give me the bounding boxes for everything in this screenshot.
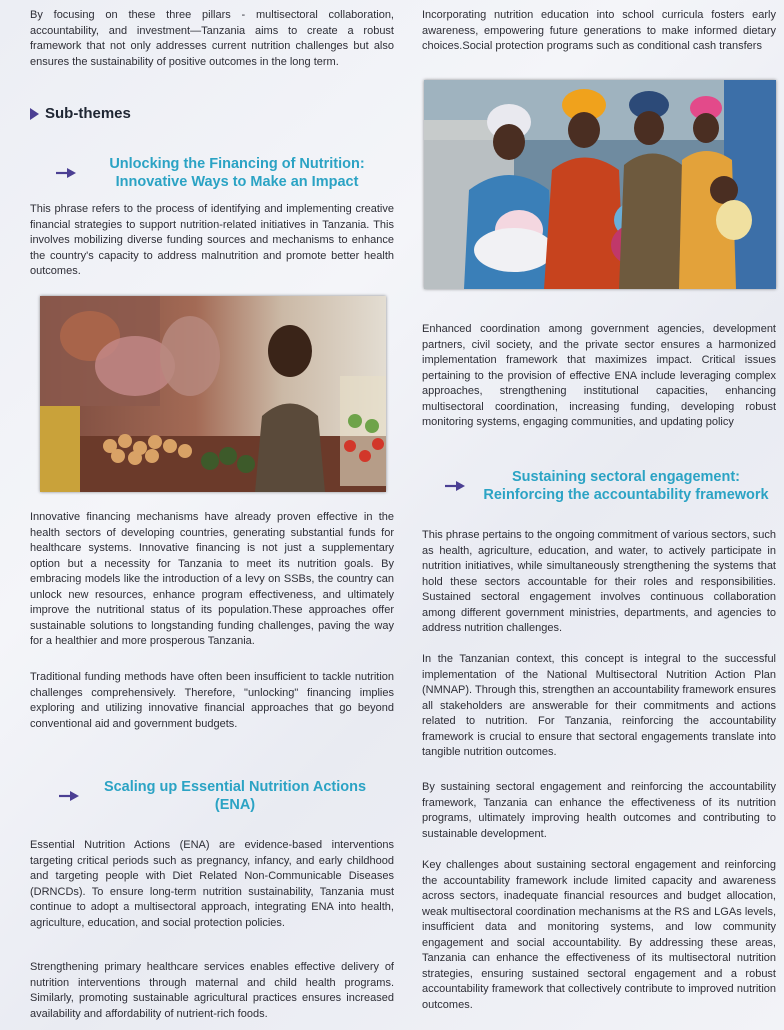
arrow-right-icon bbox=[444, 479, 466, 493]
intro-paragraph: By focusing on these three pillars - multisectoral collaboration, accountability, and investment—Tanzania aims to create a robust framework that not only addresses current nutrition challenges but also ensures the sustainability of positive outcomes in the long term. bbox=[30, 9, 394, 68]
right-paragraph-2: Enhanced coordination among government agencies, development partners, civil society, and the private sector ensures a harmonized implementation framework that maximizes impact. Critical issues pertaining to the provision of effective ENA include leveraging complex approaches, strengthening institutional capacities, enhancing multisectoral coordination, increasing funding, developing robust monitoring systems, engaging communities, and updating policy bbox=[422, 323, 776, 428]
financing-heading-line2: Innovative Ways to Make an Impact bbox=[115, 174, 359, 190]
triangle-bullet-icon bbox=[30, 108, 39, 120]
arrow-right-icon bbox=[55, 166, 77, 180]
right-paragraph-5: By sustaining sectoral engagement and reinforcing the accountability framework, Tanzania can enhance the effectiveness of its nutrition programs, ultimately improving health outcomes and contributing to sustainable development. bbox=[422, 781, 776, 840]
ena-paragraph-2: Strengthening primary healthcare services enables effective delivery of nutrition interventions through maternal and child health programs. Similarly, promoting sustainable agricultural practices ensures increased availability and affordability of nutrient-rich foods. bbox=[30, 961, 394, 1020]
financing-heading-line1: Unlocking the Financing of Nutrition: bbox=[109, 156, 365, 172]
financing-paragraph-1: This phrase refers to the process of identifying and implementing creative financial strategies to support nutrition-related initiatives in Tanzania. This involves mobilizing diverse funding sources and mechanisms to enhance the country's capacity to address malnutrition and promote better health outcomes. bbox=[30, 203, 394, 277]
sectoral-heading bbox=[444, 468, 778, 504]
financing-paragraph-3: Traditional funding methods have often been insufficient to tackle nutrition challenges comprehensively. Therefore, "unlocking" financing implies exploring and utilizing innovative financial approaches that go beyond conventional aid and government budgets. bbox=[30, 671, 394, 730]
financing-paragraph-2: Innovative financing mechanisms have already proven effective in the health sectors of developing countries, generating substantial funds for healthcare systems. Innovative financing is not just a supplementary option but a necessity for Tanzania to meet its nutrition goals. By embracing models like the introduction of a levy on SSBs, the country can unlock new resources, enhance program effectiveness, and ultimately improve the nutritional status of its population.These approaches offer sustainable solutions to longstanding funding challenges, paving the way for a healthier and more prosperous Tanzania. bbox=[30, 511, 394, 647]
market-vendor-photo bbox=[40, 296, 386, 492]
ena-heading-line2: (ENA) bbox=[214, 797, 256, 813]
arrow-right-icon bbox=[58, 789, 80, 803]
subthemes-label: Sub-themes bbox=[45, 105, 131, 122]
ena-paragraph-1: Essential Nutrition Actions (ENA) are evidence-based interventions targeting critical periods such as pregnancy, infancy, and early childhood and targeting people with Diet Related Non-Communicable Diseases (DRNCDs). To ensure long-term nutrition sustainability, Tanzania must continue to adopt a multisectoral approach, integrating ENA into health, agriculture, education, and social protection policies. bbox=[30, 839, 394, 929]
ena-heading bbox=[58, 778, 388, 814]
sectoral-heading-line1: Sustaining sectoral engagement: bbox=[511, 469, 741, 485]
financing-heading bbox=[55, 155, 395, 191]
mothers-children-photo bbox=[424, 80, 776, 289]
right-paragraph-6: Key challenges about sustaining sectoral engagement and reinforcing the accountability framework include limited capacity and awareness across sectors, inadequate financial resources and budget allocation, weak multisectoral coordination mechanisms at the RS and LGAs levels, insufficient data and monitoring systems, and low community engagement and social accountability. By addressing these areas, Tanzania can enhance the effectiveness of its multisectoral nutrition strategies, ensuring sustained sectoral engagement and a robust accountability framework that collectively contribute to improved nutrition outcomes. bbox=[422, 859, 776, 1011]
sectoral-heading-line2: Reinforcing the accountability framework bbox=[483, 487, 769, 503]
right-paragraph-4: In the Tanzanian context, this concept is integral to the successful implementation of the National Multisectoral Nutrition Action Plan (NMNAP). Through this, strengthen an accountability framework ensures all stakeholders are answerable for their commitments and actions related to nutrition. For Tanzania, reinforcing the accountability framework is crucial to ensure that sectoral engagements translate into tangible nutrition outcomes. bbox=[422, 653, 776, 758]
right-paragraph-1: Incorporating nutrition education into school curricula fosters early awareness, empowering future generations to make informed dietary choices.Social protection programs such as conditional cash transfers bbox=[422, 9, 776, 52]
ena-heading-line1: Scaling up Essential Nutrition Actions bbox=[103, 779, 367, 795]
right-paragraph-3: This phrase pertains to the ongoing commitment of various sectors, such as health, agriculture, education, and water, to actively participate in nutrition initiatives, while simultaneously strengthening the systems that hold these sectors accountable for their roles and responsibilities. Sustained sectoral engagement involves continuous collaboration among different government ministries, departments, and agencies to address nutrition challenges. bbox=[422, 529, 777, 634]
subthemes-heading bbox=[30, 105, 131, 122]
